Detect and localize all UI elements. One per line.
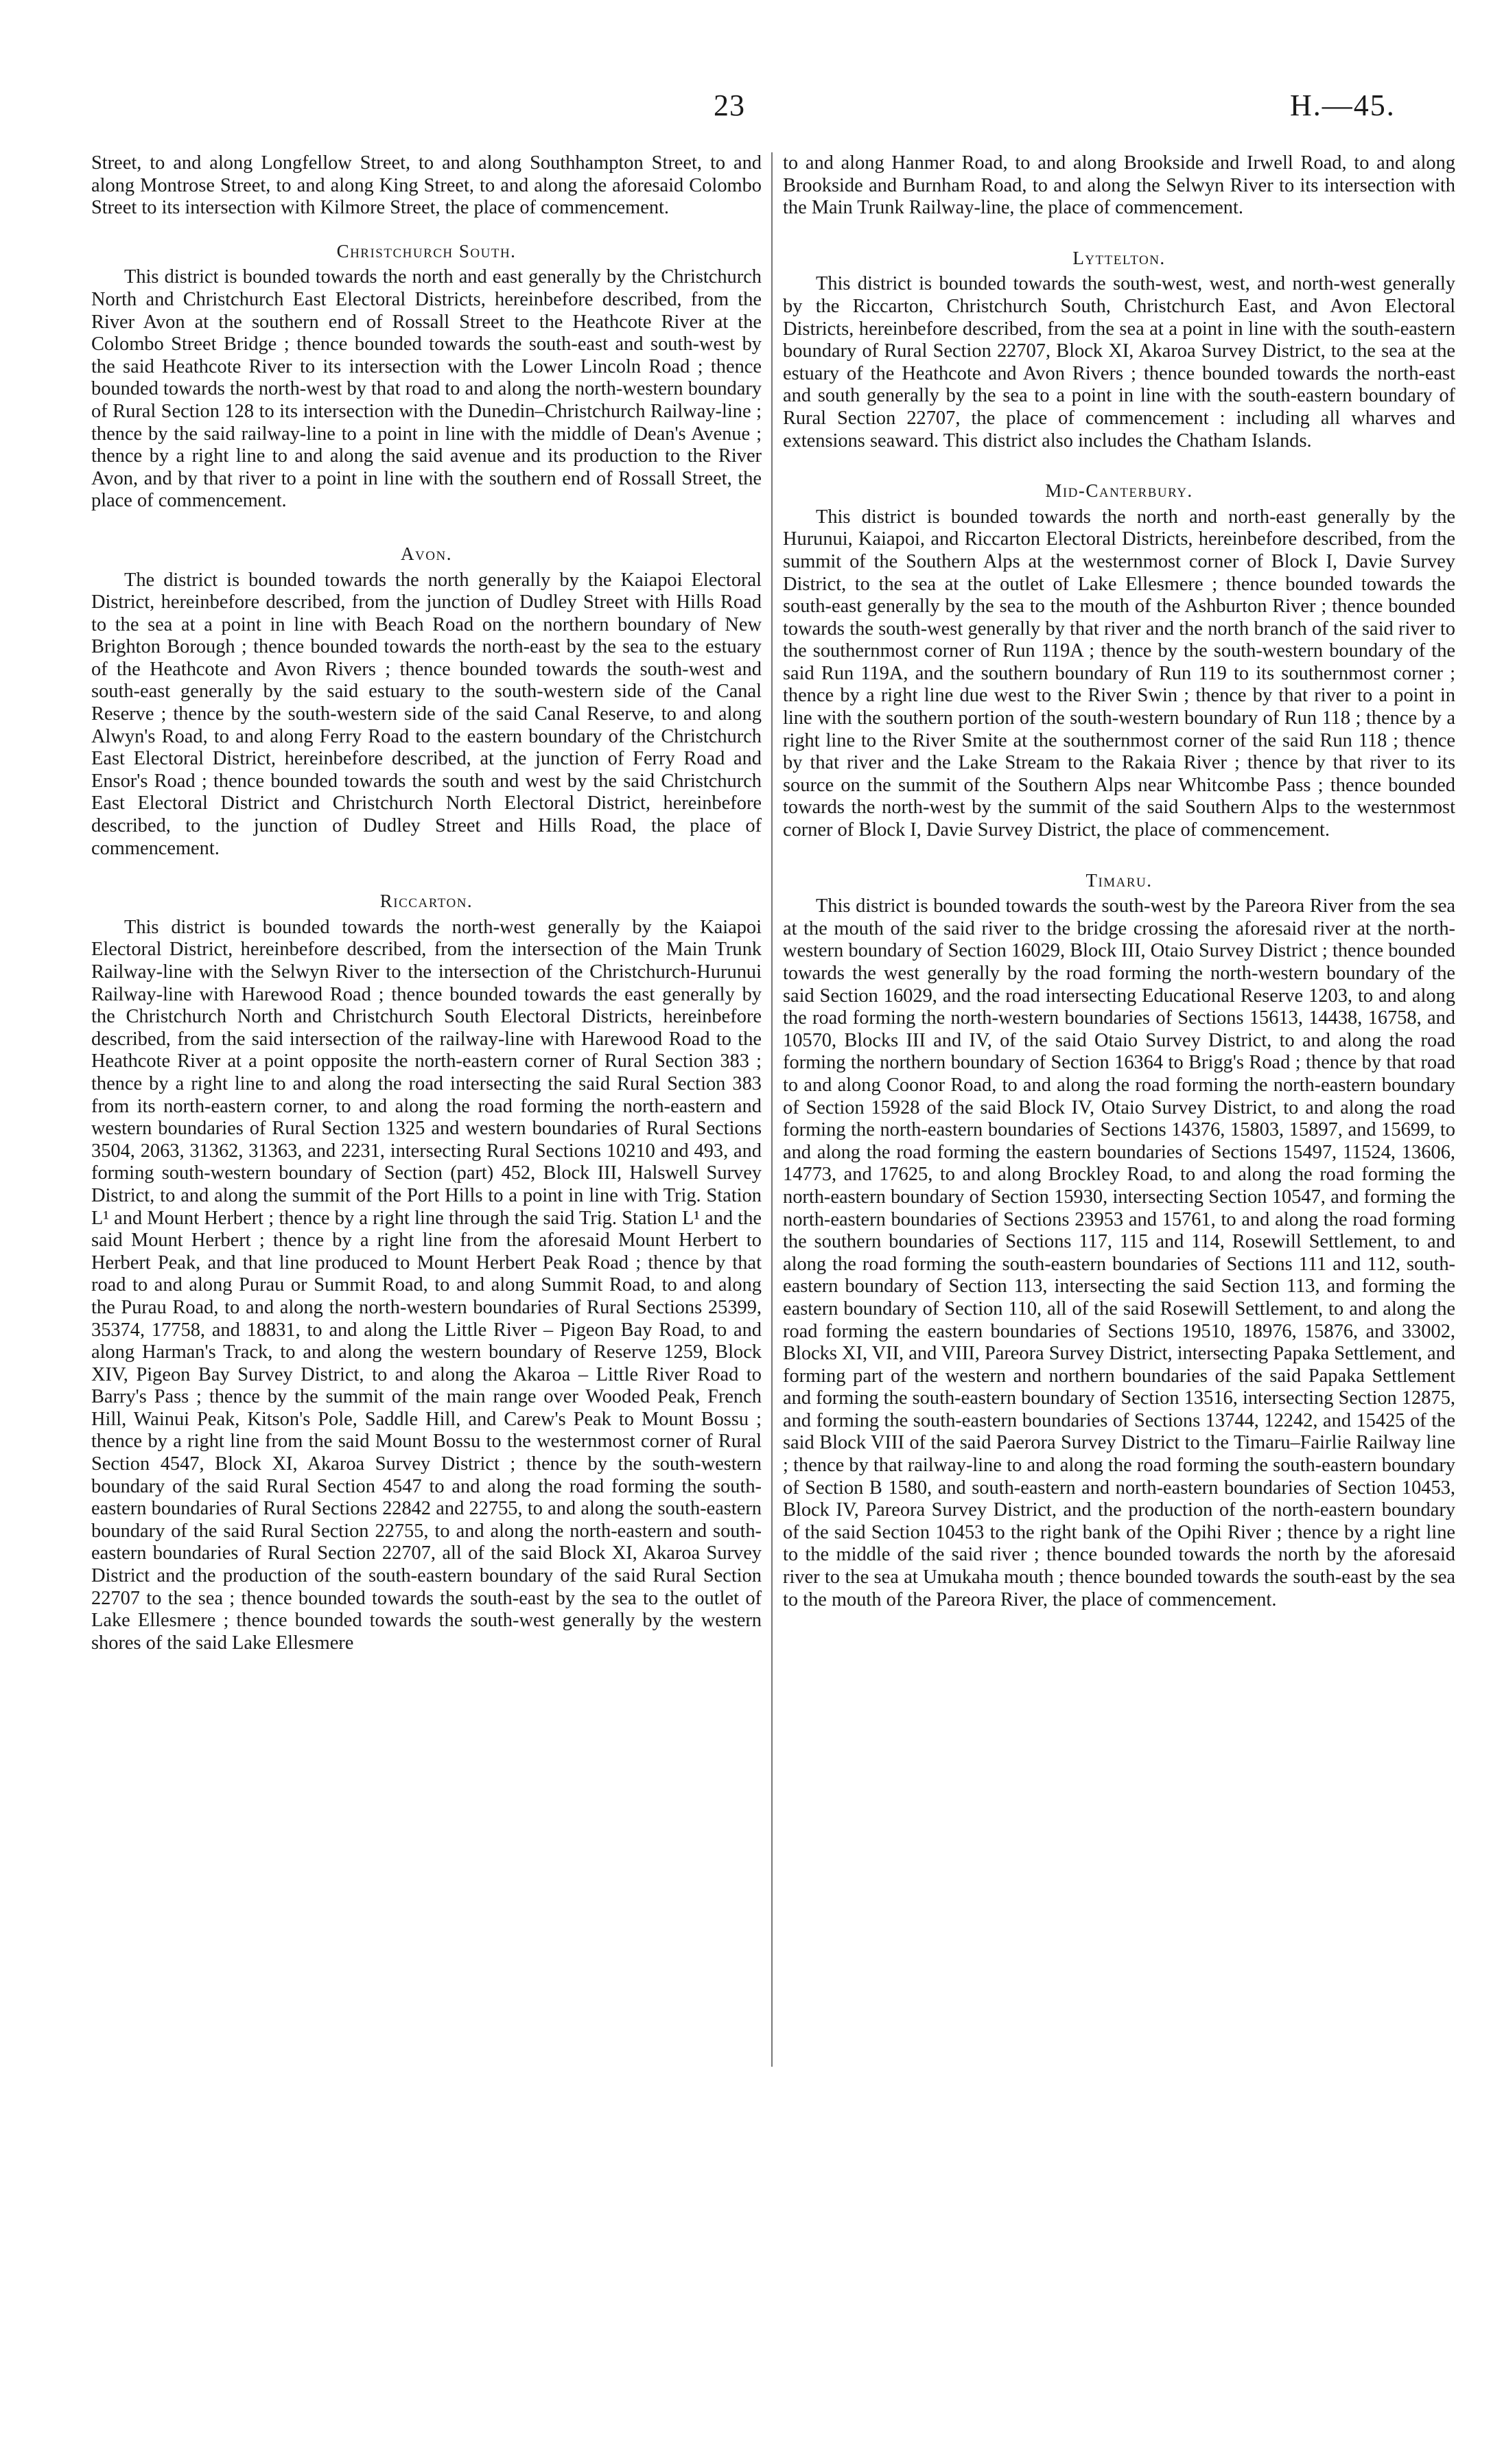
section-body: This district is bounded towards the north and east generally by the Christchurch North and Christchurch East Electoral Districts, hereinbefore described, from the River Avon at the southern end of Rossall Street to the Heathcote River at the Colombo Street Bridge ; thence bounded towards the south-east and south-west by the said Heathcote River to its intersection with the Lower Lincoln Road ; thence bounded towards the north-west by that road to and along the north-western boundary of Rural Section 128 to its intersection with the Dunedin–Christchurch Railway-line ; thence by the said railway-line to a point in line with the middle of Dean's Avenue ; thence by a right line to and along the said avenue and its production to the River Avon, and by that river to a point in line with the southern end of Rossall Street, the place of commencement. <box>91 266 762 512</box>
section-christchurch-south <box>91 240 762 513</box>
section-timaru <box>783 869 1455 1612</box>
section-title: Mid-Canterbury. <box>1045 480 1193 502</box>
section-title: Timaru. <box>1085 869 1153 891</box>
section-avon <box>91 543 762 860</box>
left-column <box>91 152 762 1654</box>
section-body: This district is bounded towards the south-west, west, and north-west generally by the Riccarton, Christchurch South, Christchurch East, and Avon Electoral Districts, hereinbefore described, from the sea at a point in line with the south-eastern boundary of Rural Section 22707, Block XI, Akaroa Survey District, to the sea at the estuary of the Heathcote and Avon Rivers ; thence bounded towards the north-east and south generally by the sea to a point in line with the south-eastern boundary of Rural Section 22707, the place of commencement : including all wharves and extensions seaward. This district also includes the Chatham Islands. <box>783 273 1455 451</box>
page-number: 23 <box>714 89 745 122</box>
right-column <box>783 152 1455 1611</box>
document-id: H.—45. <box>1290 89 1396 122</box>
section-title: Avon. <box>401 543 452 564</box>
section-riccarton <box>91 890 762 1654</box>
continuation-paragraph: to and along Hanmer Road, to and along Brookside and Irwell Road, to and along Brookside and Burnham Road, to and along the Selwyn River to its intersection with the Main Trunk Railway-line, the place of commencement. <box>783 152 1455 219</box>
section-title: Riccarton. <box>379 891 473 912</box>
column-divider <box>771 152 773 2067</box>
section-title: Christchurch South. <box>336 240 517 261</box>
section-body: This district is bounded towards the north and north-east generally by the Hurunui, Kaiapoi, and Riccarton Electoral Districts, hereinbefore described, from the summit of the Southern Alps at the westernmost corner of Block I, Davie Survey District, to the sea at the outlet of Lake Ellesmere ; thence bounded towards the south-east generally by the sea to the mouth of the Ashburton River ; thence bounded towards the south-west generally by that river and the north branch of the said river to the southernmost corner of Run 119A ; thence by the south-western boundary of the said Run 119A, and the southern boundary of Run 119 to its southernmost corner ; thence by a right line due west to the River Swin ; thence by that river to a point in line with the southern portion of the south-western boundary of Run 118 ; thence by a right line to the River Smite at the southernmost corner of the said Run 118 ; thence by that river and the Lake Stream to the Rakaia River ; thence by that river to its source on the summit of the Southern Alps near Whitcombe Pass ; thence bounded towards the north-west by the summit of the said Southern Alps to the westernmost corner of Block I, Davie Survey District, the place of commencement. <box>783 506 1455 841</box>
section-body: This district is bounded towards the south-west by the Pareora River from the sea at the mouth of the said river to the bridge crossing the aforesaid river at the north-western boundary of Section 16029, Block III, Otaio Survey District ; thence bounded towards the west generally by the road forming the north-western boundary of the said Section 16029, and the road intersecting Educational Reserve 1203, to and along the road forming the north-western boundaries of Sections 15613, 14438, 16758, and 10570, Blocks III and IV, of the said Otaio Survey District, to and along the road forming the northern boundary of Section 16364 to Brigg's Road ; thence by that road to and along Coonor Road, to and along the road forming the north-eastern boundary of Section 15928 of the said Block IV, Otaio Survey District, to and along the road forming the north-eastern boundaries of Sections 14376, 15803, 15897, and 15699, to and along the road forming the eastern boundaries of Sections 15497, 11524, 13606, 14773, and 17625, to and along Brockley Road, to and along the road forming the north-eastern boundary of Section 15930, intersecting Section 10547, and forming the north-eastern boundaries of Sections 23953 and 15761, to and along the road forming the southern boundaries of Sections 117, 115 and 114, Rosewill Settlement, to and along the road forming the south-eastern boundaries of Sections 111 and 112, south-eastern boundary of Section 113, intersecting the said Section 113, and forming the eastern boundary of Section 110, all of the said Rosewill Settlement, to and along the road forming the eastern boundaries of Sections 19510, 18976, 15876, and 33002, Blocks XI, VII, and VIII, Pareora Survey District, intersecting Papaka Settlement, and forming part of the western and northern boundaries of the said Papaka Settlement and forming the south-eastern boundary of Section 13516, intersecting Section 12875, and forming the south-eastern boundaries of Sections 13744, 12242, and 15425 of the said Block VIII of the said Paerora Survey District to the Timaru–Fairlie Railway line ; thence by that railway-line to and along the road forming the south-eastern boundary of Section B 1580, and south-eastern and north-eastern boundaries of Section 10453, Block IV, Pareora Survey District, and the production of the north-eastern boundary of the said Section 10453 to the right bank of the Opihi River ; thence by a right line to the middle of the said river ; thence bounded towards the north by the aforesaid river to the sea at Umukaha mouth ; thence bounded towards the south-east by the sea to the mouth of the Pareora River, the place of commencement. <box>783 895 1455 1610</box>
continuation-paragraph: Street, to and along Longfellow Street, to and along Southhampton Street, to and along Montrose Street, to and along King Street, to and along the aforesaid Colombo Street to its intersection with Kilmore Street, the place of commencement. <box>91 152 762 219</box>
section-lyttelton <box>783 247 1455 452</box>
section-mid-canterbury <box>783 480 1455 842</box>
section-body: The district is bounded towards the north generally by the Kaiapoi Electoral District, hereinbefore described, from the junction of Dudley Street with Hills Road to the sea at a point in line with Beach Road on the northern boundary of New Brighton Borough ; thence bounded towards the north-east by the sea to the estuary of the Heathcote and Avon Rivers ; thence bounded towards the south-west and south-east generally by the said estuary to the south-western side of the Canal Reserve ; thence by the south-western side of the said Canal Reserve, to and along Alwyn's Road, to and along Ferry Road to the eastern boundary of the Christchurch East Electoral District, hereinbefore described, at the junction of Ferry Road and Ensor's Road ; thence bounded towards the south and west by the said Christchurch East Electoral District and Christchurch North Electoral District, hereinbefore described, to the junction of Dudley Street and Hills Road, the place of commencement. <box>91 569 762 859</box>
section-title: Lyttelton. <box>1072 247 1166 268</box>
section-body: This district is bounded towards the north-west generally by the Kaiapoi Electoral District, hereinbefore described, from the intersection of the Main Trunk Railway-line with the Selwyn River to the intersection of the Christchurch-Hurunui Railway-line with Harewood Road ; thence bounded towards the east generally by the Christchurch North and Christchurch South Electoral Districts, hereinbefore described, from the said intersection of the railway-line with Harewood Road to the Heathcote River at a point opposite the north-eastern corner of Rural Section 383 ; thence by a right line to and along the road intersecting the said Rural Section 383 from its north-eastern corner, to and along the road forming the north-eastern and western boundaries of Rural Section 1325 and western boundaries of Rural Sections 3504, 2063, 31362, 31363, and 2231, intersecting Rural Sections 10210 and 493, and forming south-western boundary of Section (part) 452, Block III, Halswell Survey District, to and along the summit of the Port Hills to a point in line with Trig. Station L¹ and Mount Herbert ; thence by a right line through the said Trig. Station L¹ and the said Mount Herbert ; thence by a right line from the aforesaid Mount Herbert to Herbert Peak, and that line produced to Mount Herbert Peak Road ; thence by that road to and along Purau or Summit Road, to and along Summit Road, to and along the Purau Road, to and along the north-western boundaries of Rural Sections 25399, 35374, 17758, and 18831, to and along the Little River – Pigeon Bay Road, to and along Harman's Track, to and along the western boundary of Reserve 1259, Block XIV, Pigeon Bay Survey District, to and along the Akaroa – Little River Road to Barry's Pass ; thence by the summit of the main range over Wooded Peak, French Hill, Wainui Peak, Kitson's Pole, Saddle Hill, and Carew's Peak to Mount Bossu ; thence by a right line from the said Mount Bossu to the westernmost corner of Rural Section 4547, Block XI, Akaroa Survey District ; thence by the south-western boundary of the said Rural Section 4547 to and along the road forming the south-eastern boundaries of Rural Sections 22842 and 22755, to and along the south-eastern boundary of the said Rural Section 22755, to and along the north-eastern and south-eastern boundaries of Rural Section 22707, all of the said Block XI, Akaroa Survey District and the production of the south-eastern boundary of the said Rural Section 22707 to the sea ; thence bounded towards the south-east by the sea to the outlet of Lake Ellesmere ; thence bounded towards the south-west generally by the western shores of the said Lake Ellesmere <box>91 916 762 1654</box>
